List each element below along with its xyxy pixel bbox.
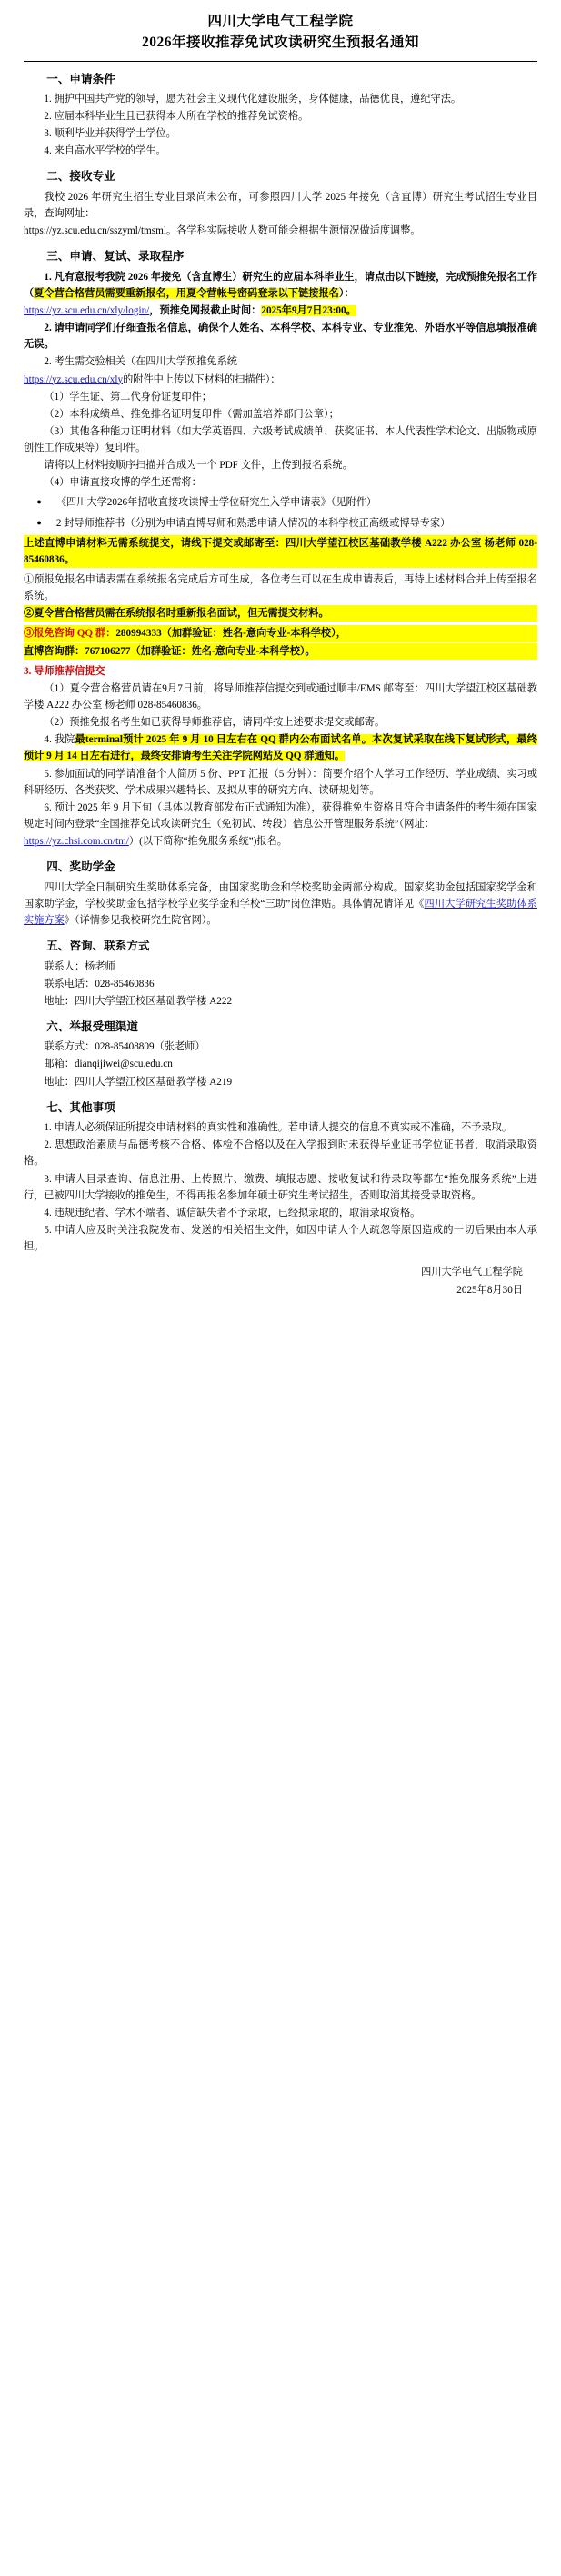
mail-address-note: 上述直博申请材料无需系统提交，请线下提交或邮寄至：四川大学望江校区基础教学楼 A222 办公室 杨老师 028-85460836。 [24,535,537,568]
signature-block [24,1264,523,1299]
title-line-2: 2026年接收推荐免试攻读研究生预报名通知 [141,35,419,51]
direct-doctor-item: ● 《四川大学2026年招收直接攻读博士学位研究生入学申请表》（见附件） [24,494,537,511]
condition-item: 1. 拥护中国共产党的领导，愿为社会主义现代化建设服务，身体健康，品德优良，遵纪守法。 [44,93,462,104]
section-heading-contact: 五、咨询、联系方式 [46,940,150,953]
registration-link-line [24,303,537,319]
deadline-value: 2025年9月7日23:00。 [261,304,356,316]
report-line: 联系方式：028-85408809（张老师） [44,1041,205,1053]
procedure-step-1 [24,269,537,302]
qq-direct-label: 直博咨询群： [24,645,85,657]
pdf-merge-note: 请将以上材料按顺序扫描并合成为一个 PDF 文件，上传到报名系统。 [44,460,353,472]
scu-xly-link[interactable]: https://yz.scu.edu.cn/xly [24,373,124,385]
section-heading-other: 七、其他事项 [46,1100,115,1114]
condition-item: 3. 顺利毕业并获得学士学位。 [44,128,176,140]
other-item: 3. 申请人目录查询、信息注册、上传照片、缴费、填报志愿、接收复试和待录取等都在“推免服务系统”上进行，已被四川大学接收的推免生，不得再报名参加年硕士研究生考试招生，否则取消其接受录取资格。 [24,1173,537,1201]
step-6-tail: ）(以下简称“推免服务系统”)报名。 [128,836,287,848]
registration-link[interactable]: https://yz.scu.edu.cn/xly/login/ [24,304,150,316]
section-heading-report: 六、举报受理渠道 [46,1019,138,1033]
procedure-step-2 [24,353,537,370]
scholarship-text-tail: 》（详情参见我校研究生院官网）。 [64,914,217,926]
procedure-step-1-highlight: 夏令营合格营员需要重新报名，用夏令营帐号密码登录以下链接报名 [34,287,339,299]
other-item: 4. 违规违纪者、学术不端者、诚信缺失者不予录取，已经拟录取的，取消录取资格。 [44,1207,421,1218]
step-6-head: 6. 预计 2025 年 9 月下旬（具体以教育部发布正式通知为准），获得推免生资格且符合申请条件的考生须在国家规定时间内登录“全国推荐免试攻读研究生（免初试、转段）信息公开管理服务系统”（网址： [24,801,537,830]
recommendation-letter-item: （1）夏令营合格营员请在9月7日前，将导师推荐信提交到或通过顺丰/EMS 邮寄至：四川大学望江校区基础教学楼 A222 办公室 杨老师 028-85460836。 [24,682,537,711]
title-divider [24,61,537,62]
condition-item: 4. 来自高水平学校的学生。 [44,145,166,157]
recommendation-letter-heading: 3. 导师推荐信提交 [24,665,105,677]
deadline-prefix: ，预推免网报截止时间： [149,304,262,316]
procedure-step-1-tail: ）： [338,287,355,299]
procedure-step-1-text: 1. 凡有意报考我院 2026 年接免（含直博生）研究生的应届本科毕业生，请点击以下链接，完成预推免报名工作（ [24,271,537,299]
qq-group-note [24,625,537,642]
procedure-step-1-warning: 2. 请申请同学们仔细查报名信息，确保个人姓名、本科学校、本科专业、专业推免、外语水平等信息填报准确无误。 [24,323,537,351]
system-link-line [24,372,537,388]
report-line: 邮箱：dianqijiwei@scu.edu.cn [44,1059,173,1070]
recommendation-letter-item: （2）预推免报名考生如已获得导师推荐信，请同样按上述要求提交或邮寄。 [44,717,386,729]
section-heading-conditions: 一、申请条件 [46,72,115,85]
step-4-prefix: 4. 我院 [44,734,75,746]
report-line: 地址：四川大学望江校区基础教学楼 A219 [44,1076,233,1088]
signature-date: 2025年8月30日 [456,1284,523,1296]
scholarship-plan-link[interactable]: 四川大学研究生奖助体系实施方案 [24,898,537,926]
scholarship-text: 四川大学全日制研究生奖助体系完备，由国家奖助金和学校奖助金两部分构成。国家奖助金包括国家奖学金和国家助学金，学校奖助金包括学校学业奖学金和学校“三助”岗位津贴。具体情况请详见《 [24,881,537,910]
section-heading-majors: 二、接收专业 [46,170,115,184]
chsi-link-line [24,833,537,850]
procedure-step-2-tail: 的附件中上传以下材料的扫描件）： [123,373,281,385]
procedure-step-5: 5. 参加面试的同学请准备个人简历 5 份、PPT 汇报（5 分钟）：简要介绍个人学习工作经历、学业成绩、实习或科研经历、各类获奖、学术成果兴趣特长、及拟从事的研究方向、读研规划等。 [24,768,537,796]
material-item: （1）学生证、第二代身份证复印件； [44,391,212,403]
contact-line: 联系人：杨老师 [44,960,115,972]
procedure-step-4 [24,731,537,764]
section-heading-procedure: 三、申请、复试、录取程序 [46,250,185,264]
qq-direct-verify: （加群验证：姓名-意向专业-本科学校）。 [130,645,316,657]
qq-group-verify: （加群验证：姓名-意向专业-本科学校）， [161,628,346,640]
procedure-step-6 [24,800,537,832]
contact-line: 联系电话：028-85460836 [44,978,155,990]
qq-group-number: 280994333 [115,628,162,640]
majors-paragraph-link: https://yz.scu.edu.cn/sszyml/tmsml。各学科实际接收人数可能会根据生源情况做适度调整。 [24,225,421,237]
material-item: （2）本科成绩单、推免排名证明复印件（需加盖培养部门公章）； [44,408,339,420]
other-item: 1. 申请人必须保证所提交申请材料的真实性和准确性。若申请人提交的信息不真实或不准确，不予录取。 [44,1122,513,1134]
majors-paragraph: 我校 2026 年研究生招生专业目录尚未公布，可参照四川大学 2025 年接免（含直博）研究生考试招生专业目录，查询网址： [24,191,537,219]
other-item: 2. 思想政治素质与品德考核不合格、体检不合格以及在入学报到时未获得毕业证书学位证书者，取消录取资格。 [24,1139,537,1168]
direct-doctor-item: ● 2 封导师推荐书（分别为申请直博导师和熟悉申请人情况的本科学校正高级或博导专家） [24,515,537,532]
contact-line: 地址：四川大学望江校区基础教学楼 A222 [44,995,233,1007]
qq-direct-number: 767106277 [85,645,131,657]
other-item: 5. 申请人应及时关注我院发布、发送的相关招生文件，如因申请人个人疏忽等原因造成的一切后果由本人承担。 [24,1224,537,1253]
note-b: ②夏令营合格营员需在系统报名时重新报名面试，但无需提交材料。 [24,605,537,622]
condition-item: 2. 应届本科毕业生且已获得本人所在学校的推荐免试资格。 [44,111,309,123]
document-title [24,11,537,54]
step-4-highlight: 最terminal预计 2025 年 9 月 10 日左右在 QQ 群内公布面试名单。本次复试采取在线下复试形式，最终预计 9 月 14 日左右进行，最终安排请考生关注学院网站及 QQ 群通知。 [24,734,537,762]
section-heading-scholarship: 四、奖助学金 [46,860,115,874]
signature-org: 四川大学电气工程学院 [421,1267,523,1278]
procedure-step-2-text: 2. 考生需交验相关（在四川大学预推免系统 [44,356,237,368]
note-a: ①预报免报名申请表需在系统报名完成后方可生成，各位考生可以在生成申请表后，再待上述材料合并上传至报名系统。 [24,574,537,602]
scholarship-paragraph [24,880,537,929]
material-item: （3）其他各种能力证明材料（如大学英语四、六级考试成绩单、获奖证书、本人代表性学术论文、出版物或原创性工作成果等）复印件。 [24,425,537,454]
qq-group-label: ③报免咨询 QQ 群： [24,628,116,640]
qq-direct-group-note [24,643,537,660]
title-line-1: 四川大学电气工程学院 [207,14,354,29]
direct-doctor-heading: （4）申请直接攻博的学生还需将： [44,477,202,489]
chsi-link[interactable]: https://yz.chsi.com.cn/tm/ [24,836,129,848]
